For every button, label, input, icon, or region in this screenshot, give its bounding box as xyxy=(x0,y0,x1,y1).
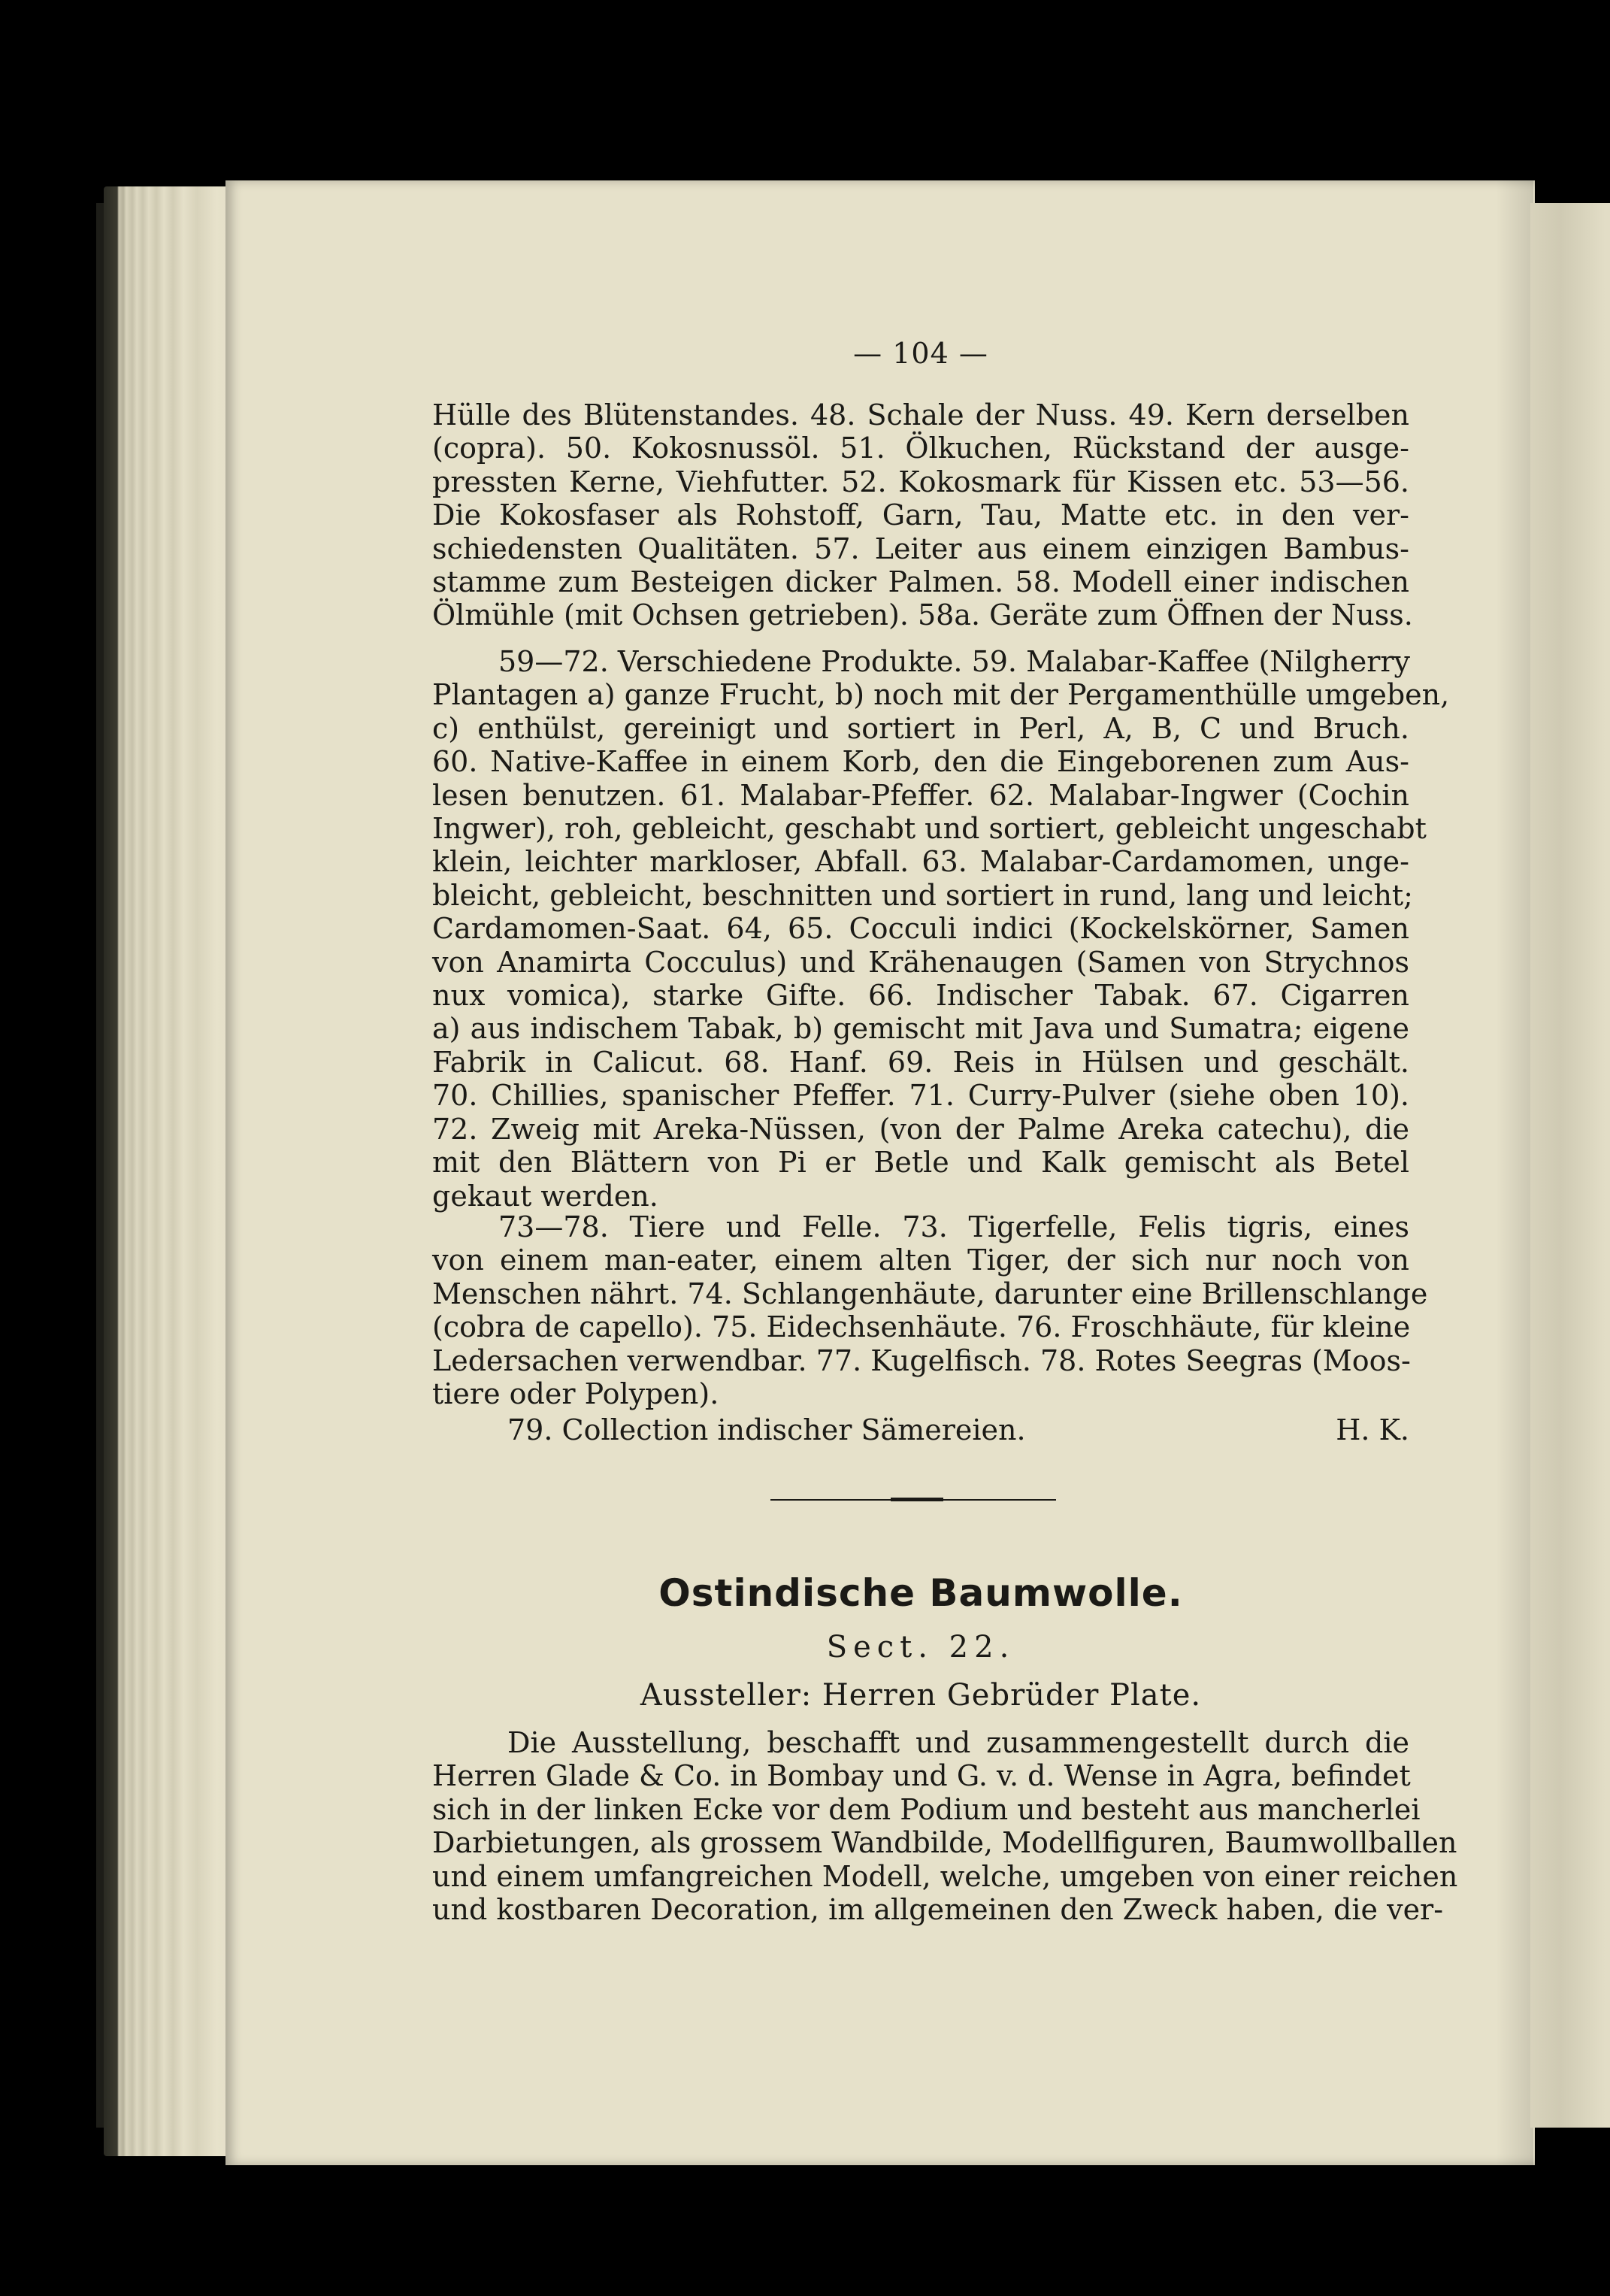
text-line: nux vomica), starke Gifte. 66. Indischer Tabak. 67. Cigarren xyxy=(432,979,1409,1013)
seeds-line xyxy=(507,1413,1409,1446)
text-line: klein, leichter markloser, Abfall. 63. Malabar-Cardamomen, unge- xyxy=(432,845,1409,879)
section-title: Ostindische Baumwolle. xyxy=(658,1571,1183,1615)
text-line: und kostbaren Decoration, im allgemeinen den Zweck haben, die ver- xyxy=(432,1893,1444,1927)
text-line: tiere oder Polypen). xyxy=(432,1377,719,1411)
text-line: 59—72. Verschiedene Produkte. 59. Malabar-Kaffee (Nilgherry xyxy=(498,645,1411,678)
text-line: und einem umfangreichen Modell, welche, umgeben von einer reichen xyxy=(432,1859,1458,1893)
author-initials: H. K. xyxy=(1336,1413,1409,1446)
text-line: mit den Blättern von Pi er Betle und Kalk gemischt als Betel xyxy=(432,1146,1409,1180)
text-line: pressten Kerne, Viehfutter. 52. Kokosmark für Kissen etc. 53—56. xyxy=(432,465,1409,498)
gutter-shadow xyxy=(1496,180,1533,2165)
text-line: Fabrik in Calicut. 68. Hanf. 69. Reis in Hülsen und geschält. xyxy=(432,1045,1409,1079)
text-line: von einem man-eater, einem alten Tiger, der sich nur noch von xyxy=(432,1243,1409,1277)
text-line: Darbietungen, als grossem Wandbilde, Modellfiguren, Baumwollballen xyxy=(432,1826,1457,1860)
text-line: c) enthülst, gereinigt und sortiert in Perl, A, B, C und Bruch. xyxy=(432,711,1409,745)
text-line: 70. Chillies, spanischer Pfeffer. 71. Curry-Pulver (siehe oben 10). xyxy=(432,1079,1409,1113)
text-line: sich in der linken Ecke vor dem Podium und besteht aus mancherlei xyxy=(432,1792,1421,1826)
facing-page-edge xyxy=(1530,203,1610,2128)
text-line: Menschen nährt. 74. Schlangenhäute, darunter eine Brillenschlange xyxy=(432,1277,1428,1310)
seeds-entry: 79. Collection indischer Sämereien. xyxy=(507,1413,1026,1446)
text-line: bleicht, gebleicht, beschnitten und sortiert in rund, lang und leicht; xyxy=(432,878,1413,912)
page-edges xyxy=(104,186,232,2156)
text-line: 73—78. Tiere und Felle. 73. Tigerfelle, Felis tigris, eines xyxy=(498,1210,1409,1243)
text-line: 60. Native-Kaffee in einem Korb, den die Eingeborenen zum Aus- xyxy=(432,745,1409,779)
text-line: von Anamirta Cocculus) und Krähenaugen (Samen von Strychnos xyxy=(432,945,1409,979)
text-line: Ingwer), roh, gebleicht, geschabt und sortiert, gebleicht ungeschabt xyxy=(432,812,1427,846)
text-line: gekaut werden. xyxy=(432,1179,658,1213)
text-line: Hülle des Blütenstandes. 48. Schale der Nuss. 49. Kern derselben xyxy=(432,398,1409,432)
paragraph-coconut xyxy=(432,398,1413,632)
text-line: schiedensten Qualitäten. 57. Leiter aus einem einzigen Bambus- xyxy=(432,532,1409,565)
paragraph-animals xyxy=(432,1210,1428,1411)
page-number: — 104 — xyxy=(853,337,988,370)
text-line: Die Kokosfaser als Rohstoff, Garn, Tau, Matte etc. in den ver- xyxy=(432,498,1409,532)
text-line: Plantagen a) ganze Frucht, b) noch mit der Pergamenthülle umgeben, xyxy=(432,678,1450,712)
text-line: Ledersachen verwendbar. 77. Kugelfisch. 78. Rotes Seegras (Moos- xyxy=(432,1343,1411,1377)
text-line: stamme zum Besteigen dicker Palmen. 58. Modell einer indischen xyxy=(432,565,1409,599)
text-line: 72. Zweig mit Areka-Nüssen, (von der Palme Areka catechu), die xyxy=(432,1112,1409,1146)
exhibitor-line: Aussteller: Herren Gebrüder Plate. xyxy=(640,1678,1202,1713)
text-line: Herren Glade & Co. in Bombay und G. v. d. Wense in Agra, befindet xyxy=(432,1759,1411,1793)
text-line: lesen benutzen. 61. Malabar-Pfeffer. 62. Malabar-Ingwer (Cochin xyxy=(432,778,1409,812)
text-line: (cobra de capello). 75. Eidechsenhäute. 76. Froschhäute, für kleine xyxy=(432,1310,1411,1344)
text-line: Die Ausstellung, beschafft und zusammengestellt durch die xyxy=(507,1726,1409,1759)
text-line: (copra). 50. Kokosnussöl. 51. Ölkuchen, Rückstand der ausge- xyxy=(432,432,1409,465)
section-divider-accent xyxy=(891,1498,943,1501)
paragraph-cotton xyxy=(432,1726,1458,1927)
text-line: Cardamomen-Saat. 64, 65. Cocculi indici (Kockelskörner, Samen xyxy=(432,912,1409,946)
text-line: Ölmühle (mit Ochsen getrieben). 58a. Geräte zum Öffnen der Nuss. xyxy=(432,598,1413,632)
text-line: a) aus indischem Tabak, b) gemischt mit Java und Sumatra; eigene xyxy=(432,1012,1409,1046)
section-number: Sect. 22. xyxy=(826,1630,1015,1664)
paragraph-products xyxy=(432,645,1450,1213)
